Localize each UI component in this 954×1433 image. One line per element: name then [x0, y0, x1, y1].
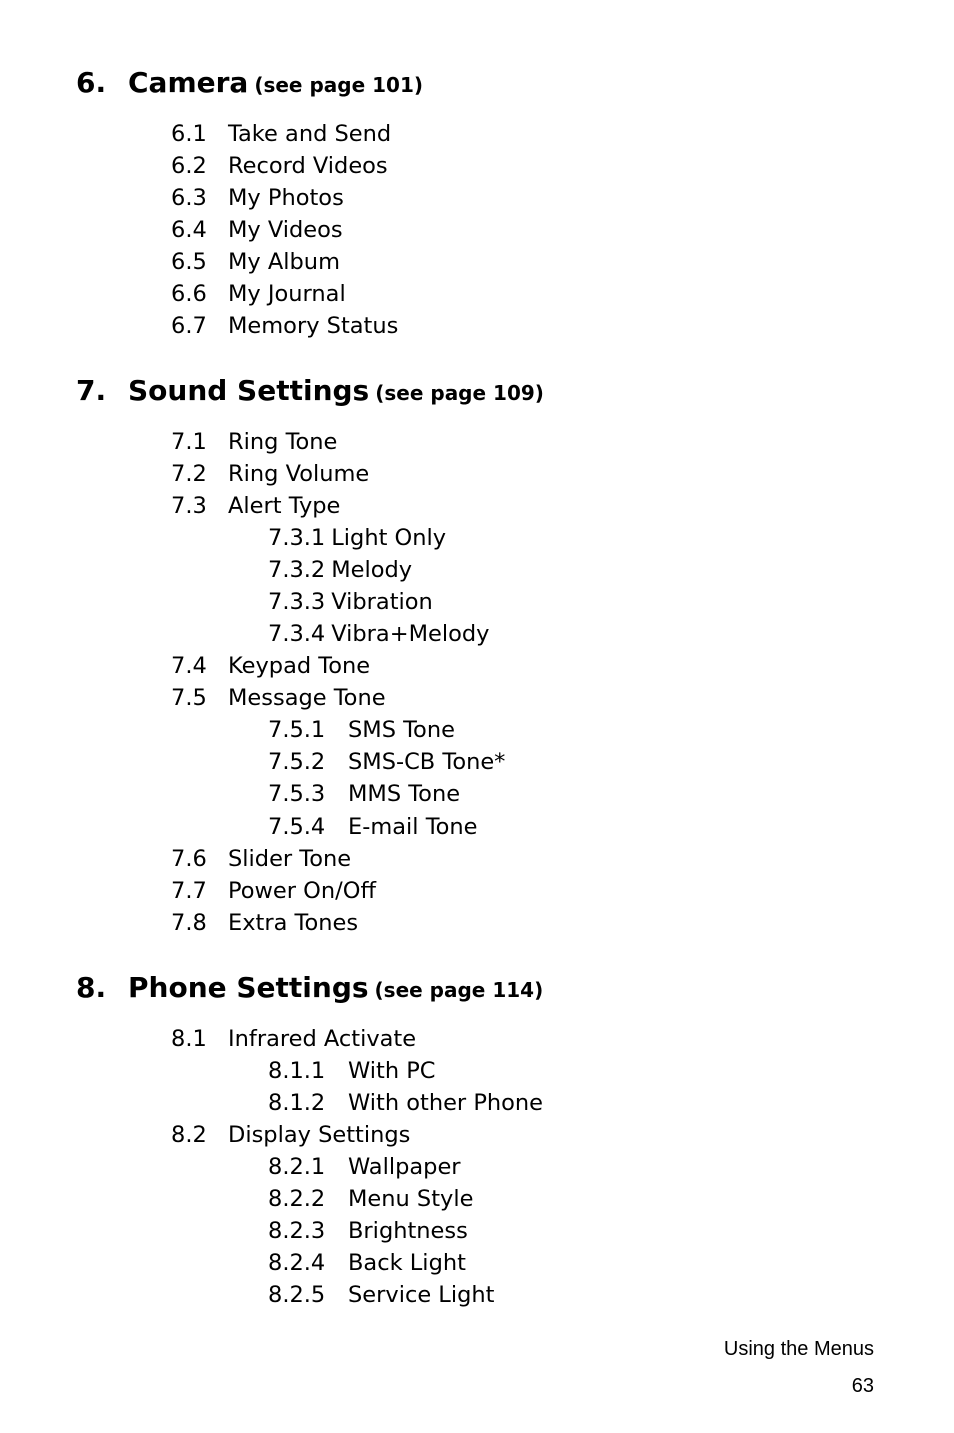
item-number: 7.5.3 [268, 781, 326, 807]
submenu-item [268, 1087, 543, 1119]
item-label: Ring Tone [228, 429, 338, 455]
item-number: 7.5.4 [268, 814, 326, 840]
menu-item [171, 650, 370, 682]
page-number: 63 [851, 1375, 874, 1397]
menu-item [171, 278, 346, 310]
item-label: My Album [228, 249, 340, 275]
page-reference: (see page 109) [375, 381, 544, 405]
item-label: Vibra+Melody [331, 621, 490, 647]
section-title: Camera [128, 66, 249, 99]
submenu-item [268, 714, 455, 746]
item-label: Display Settings [228, 1122, 411, 1148]
item-label: SMS-CB Tone* [348, 749, 506, 775]
item-label: My Photos [228, 185, 344, 211]
item-number: 8.1.1 [268, 1058, 326, 1084]
section-number: 8. [76, 971, 107, 1004]
item-number: 8.1.2 [268, 1090, 326, 1116]
submenu-item [268, 746, 505, 778]
item-number: 7.3 [171, 493, 207, 519]
menu-item [171, 907, 358, 939]
item-number: 7.3.1 [268, 525, 326, 551]
item-label: Extra Tones [228, 910, 359, 936]
item-number: 8.2.4 [268, 1250, 326, 1276]
item-label: Light Only [331, 525, 447, 551]
item-number: 6.1 [171, 121, 207, 147]
item-number: 8.2.1 [268, 1154, 326, 1180]
item-number: 7.5.1 [268, 717, 326, 743]
item-number: 6.7 [171, 313, 207, 339]
item-label: Power On/Off [228, 878, 376, 904]
section-heading-camera [76, 66, 423, 106]
submenu-item [268, 778, 460, 810]
item-label: E-mail Tone [348, 814, 478, 840]
item-label: With other Phone [348, 1090, 544, 1116]
item-label: Ring Volume [228, 461, 370, 487]
item-number: 7.8 [171, 910, 207, 936]
item-number: 8.2 [171, 1122, 207, 1148]
section-heading-phone-settings [76, 971, 543, 1011]
footer-chapter-title: Using the Menus [723, 1338, 874, 1360]
item-number: 7.1 [171, 429, 207, 455]
menu-item [171, 150, 388, 182]
submenu-item [268, 618, 489, 650]
item-label: Memory Status [228, 313, 399, 339]
item-number: 6.2 [171, 153, 207, 179]
item-label: Slider Tone [228, 846, 352, 872]
item-label: Brightness [348, 1218, 468, 1244]
item-label: My Journal [228, 281, 346, 307]
submenu-item [268, 1183, 473, 1215]
submenu-item [268, 522, 446, 554]
submenu-item [268, 1247, 466, 1279]
section-title: Phone Settings [128, 971, 369, 1004]
submenu-item [268, 1151, 461, 1183]
item-number: 7.3.4 [268, 621, 326, 647]
item-label: Wallpaper [348, 1154, 461, 1180]
item-number: 7.3.3 [268, 589, 326, 615]
section-heading-sound-settings [76, 374, 544, 414]
item-number: 7.5 [171, 685, 207, 711]
item-label: With PC [348, 1058, 436, 1084]
item-number: 6.3 [171, 185, 207, 211]
item-number: 7.5.2 [268, 749, 326, 775]
submenu-item [268, 811, 478, 843]
submenu-item [268, 554, 412, 586]
item-label: Record Videos [228, 153, 388, 179]
item-number: 7.6 [171, 846, 207, 872]
item-number: 8.1 [171, 1026, 207, 1052]
item-label: Melody [331, 557, 413, 583]
menu-item [171, 875, 376, 907]
menu-item [171, 490, 340, 522]
section-title: Sound Settings [128, 374, 370, 407]
menu-item [171, 682, 386, 714]
item-number: 8.2.5 [268, 1282, 326, 1308]
submenu-item [268, 1055, 436, 1087]
item-label: Keypad Tone [228, 653, 371, 679]
item-number: 7.4 [171, 653, 207, 679]
item-label: Message Tone [228, 685, 386, 711]
submenu-item [268, 586, 433, 618]
item-number: 8.2.2 [268, 1186, 326, 1212]
item-number: 8.2.3 [268, 1218, 326, 1244]
menu-item [171, 310, 398, 342]
item-label: Infrared Activate [228, 1026, 417, 1052]
item-label: Alert Type [228, 493, 341, 519]
item-label: Take and Send [228, 121, 392, 147]
item-number: 6.5 [171, 249, 207, 275]
item-number: 7.3.2 [268, 557, 326, 583]
item-label: Back Light [348, 1250, 466, 1276]
section-number: 7. [76, 374, 107, 407]
menu-item [171, 1023, 416, 1055]
menu-item [171, 246, 340, 278]
menu-item [171, 182, 344, 214]
item-label: SMS Tone [348, 717, 455, 743]
menu-item [171, 118, 391, 150]
item-number: 7.7 [171, 878, 207, 904]
menu-item [171, 843, 351, 875]
menu-item [171, 426, 337, 458]
item-label: Menu Style [348, 1186, 474, 1212]
submenu-item [268, 1279, 494, 1311]
page-reference: (see page 101) [254, 73, 423, 97]
menu-item [171, 458, 369, 490]
item-label: MMS Tone [348, 781, 461, 807]
item-label: My Videos [228, 217, 343, 243]
item-label: Vibration [331, 589, 433, 615]
submenu-item [268, 1215, 468, 1247]
page-reference: (see page 114) [374, 978, 544, 1002]
item-number: 7.2 [171, 461, 207, 487]
item-number: 6.4 [171, 217, 207, 243]
menu-item [171, 214, 343, 246]
menu-item [171, 1119, 410, 1151]
section-number: 6. [76, 66, 107, 99]
item-number: 6.6 [171, 281, 207, 307]
item-label: Service Light [348, 1282, 495, 1308]
